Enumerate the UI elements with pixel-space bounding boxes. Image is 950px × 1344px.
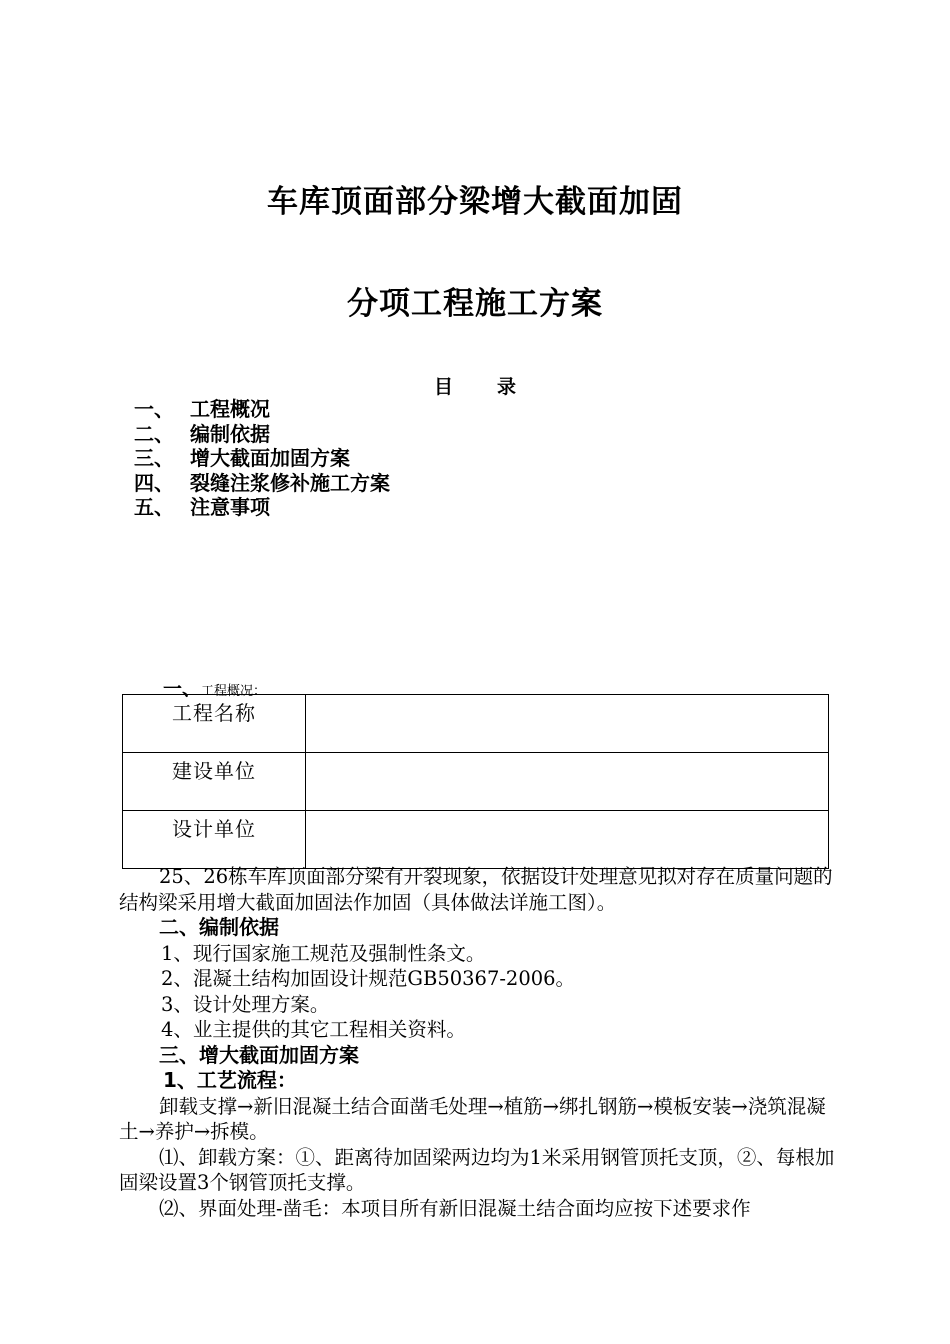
- document-body: [119, 864, 835, 1221]
- toc-item: [134, 397, 390, 422]
- toc-item-number: 三、: [134, 446, 174, 470]
- interface-treatment-step: ⑵、界面处理-凿毛：本项目所有新旧混凝土结合面均应按下述要求作: [159, 1196, 751, 1220]
- toc-item-label: 工程概况: [190, 397, 270, 421]
- unloading-step: ⑴、卸载方案：①、距离待加固梁两边均为1米采用钢管顶托支顶，②、每根加固梁设置3个钢管顶托支撑。: [119, 1145, 835, 1194]
- basis-item: 2、混凝土结构加固设计规范GB50367-2006。: [161, 967, 576, 990]
- basis-item: 1、现行国家施工规范及强制性条文。: [161, 941, 486, 965]
- toc-item-label: 编制依据: [190, 421, 270, 446]
- section2-heading: 二、编制依据: [159, 915, 279, 939]
- table-row: [123, 695, 829, 753]
- toc-item-number: 二、: [134, 421, 174, 446]
- toc-item-number: 五、: [134, 495, 174, 519]
- overview-paragraph: 25、26栋车库顶面部分梁有开裂现象，依据设计处理意见拟对存在质量问题的结构梁采用增大截面加固法作加固（具体做法详施工图）。: [119, 865, 833, 914]
- toc-heading-char-1: 目: [433, 376, 453, 398]
- project-info-table: [122, 694, 829, 869]
- table-cell-value: [306, 811, 829, 869]
- table-row: [123, 753, 829, 811]
- section1-label: 工程概况：: [201, 684, 267, 699]
- basis-item: 4、业主提供的其它工程相关资料。: [161, 1018, 466, 1041]
- toc-item: [134, 422, 390, 447]
- toc-item: [134, 495, 390, 520]
- table-cell-label: 设计单位: [123, 811, 306, 869]
- toc-item: [134, 446, 390, 471]
- section1-number: 一、: [163, 678, 202, 700]
- section3-heading: 三、增大截面加固方案: [159, 1042, 359, 1067]
- toc-item-number: 四、: [134, 470, 174, 495]
- process-flow-text: 卸载支撑→新旧混凝土结合面凿毛处理→植筋→绑扎钢筋→模板安装→浇筑混凝土→养护→拆模。: [119, 1094, 826, 1143]
- table-row: [123, 811, 829, 869]
- document-title-line2: 分项工程施工方案: [347, 286, 603, 322]
- table-cell-label: 工程名称: [123, 695, 306, 753]
- toc-item-label: 增大截面加固方案: [190, 446, 350, 470]
- table-of-contents: [134, 397, 390, 520]
- toc-item-label: 裂缝注浆修补施工方案: [190, 470, 390, 495]
- toc-item-label: 注意事项: [190, 495, 270, 519]
- document-title-line1: 车库顶面部分梁增大截面加固: [267, 184, 683, 220]
- basis-item: 3、设计处理方案。: [161, 992, 330, 1016]
- toc-heading: [0, 372, 950, 399]
- table-cell-label: 建设单位: [123, 753, 306, 811]
- table-cell-value: [306, 695, 829, 753]
- toc-item: [134, 471, 390, 496]
- process-flow-heading: 1、工艺流程：: [163, 1068, 297, 1092]
- table-cell-value: [306, 753, 829, 811]
- toc-heading-char-2: 录: [497, 376, 517, 398]
- toc-item-number: 一、: [134, 397, 174, 421]
